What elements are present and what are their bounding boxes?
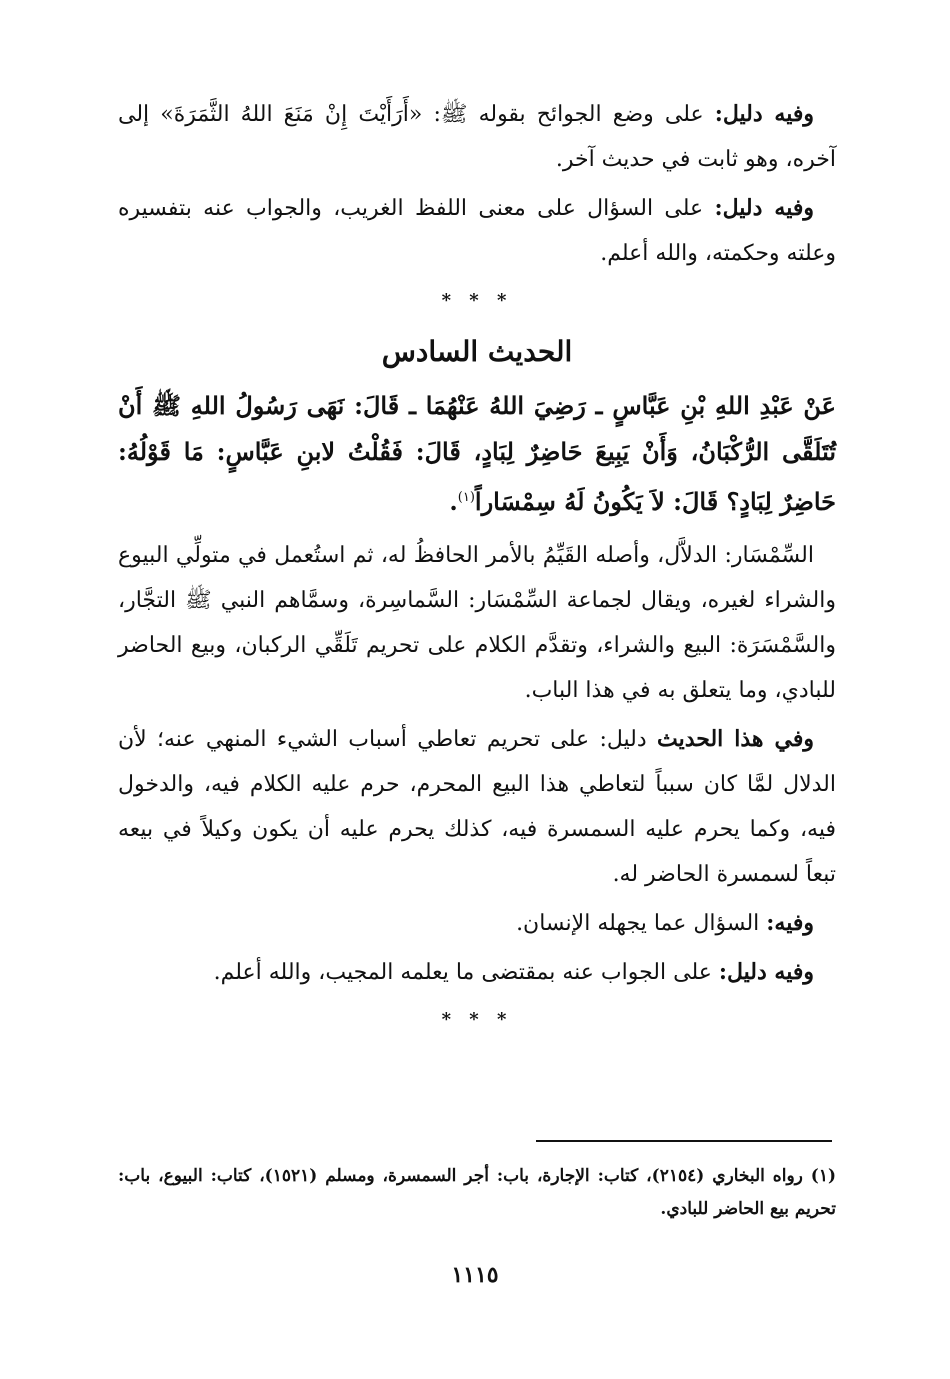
paragraph-simsar bbox=[118, 533, 836, 713]
paragraph-jawaih bbox=[118, 92, 836, 182]
paragraph-gharib bbox=[118, 186, 836, 276]
section-heading: الحديث السادس bbox=[381, 335, 573, 368]
paragraph-text: على الجواب عنه بمقتضى ما يعلمه المجيب، والله أعلم. bbox=[213, 960, 719, 985]
page-number: ١١١٥ bbox=[451, 1262, 499, 1288]
footnote: (١) رواه البخاري (٢١٥٤)، كتاب: الإجارة، باب: أجر السمسرة، ومسلم (١٥٢١)، كتاب: البيوع، باب: تحريم بيع الحاضر للبادي. bbox=[118, 1166, 837, 1219]
hadith-end: . bbox=[449, 487, 458, 516]
paragraph-text: على السؤال على معنى اللفظ الغريب، والجواب عنه بتفسيره وعلته وحكمته، والله أعلم. bbox=[118, 196, 836, 266]
footnote-divider bbox=[536, 1140, 832, 1142]
paragraph-jawab bbox=[118, 950, 836, 995]
section-separator: * * * bbox=[441, 1009, 513, 1030]
page-body bbox=[118, 92, 836, 1048]
paragraph-text: على وضع الجوائح بقوله ﷺ: «أَرَأَيْتَ إِنْ مَنَعَ اللهُ الثَّمَرَةَ» إلى آخره، وهو ثابت في حديث آخر. bbox=[118, 102, 836, 172]
footnote-reference[interactable]: (١) bbox=[457, 490, 475, 505]
paragraph-lead: وفيه دليل: bbox=[714, 195, 814, 221]
paragraph-lead: وفي هذا الحديث bbox=[656, 726, 814, 752]
hadith-text bbox=[118, 383, 836, 525]
paragraph-text: دليل: على تحريم تعاطي أسباب الشيء المنهي عنه؛ لأن الدلال لمَّا كان سبباً لتعاطي هذا البيع المحرم، حرم عليه الكلام فيه، والدخول فيه، وكما يحرم عليه السمسرة فيه، كذلك يحرم عليه أن يكون وكيلاً في بيعه تبعاً لسمسرة الحاضر له. bbox=[118, 727, 836, 887]
paragraph-lead: وفيه دليل: bbox=[714, 101, 814, 127]
paragraph-lead: وفيه دليل: bbox=[718, 959, 814, 985]
hadith-body: عَنْ عَبْدِ اللهِ بْنِ عَبَّاسٍ ـ رَضِيَ اللهُ عَنْهُمَا ـ قَالَ: نَهَى رَسُولُ اللهِ ﷺ أَنْ تُتَلَقَّى الرُّكْبَانُ، وَأَنْ يَبِيعَ حَاضِرٌ لِبَادٍ، قَالَ: فَقُلْتُ لابنِ عَبَّاسٍ: مَا قَوْلُهُ: حَاضِرٌ لِبَادٍ؟ قَالَ: لاَ يَكُونُ لَهُ سِمْسَاراً bbox=[118, 391, 836, 516]
paragraph-tahrim bbox=[118, 717, 836, 897]
paragraph-text: السِّمْسَار: الدلاَّل، وأصله القَيِّمُ بالأمر الحافظُ له، ثم استُعمل في متولِّي البيوع والشراء لغيره، ويقال لجماعة السِّمْسَار: السَّماسِرة، وسمَّاهم النبي ﷺ التجَّار، والسَّمْسَرَة: البيع والشراء، وتقدَّم الكلام على تحريم تَلَقِّي الركبان، وبيع الحاضر للبادي، وما يتعلق به في هذا الباب. bbox=[118, 543, 836, 703]
paragraph-sual bbox=[118, 901, 836, 946]
paragraph-text: السؤال عما يجهله الإنسان. bbox=[516, 911, 767, 936]
paragraph-lead: وفيه: bbox=[766, 910, 814, 936]
section-separator: * * * bbox=[441, 290, 513, 311]
